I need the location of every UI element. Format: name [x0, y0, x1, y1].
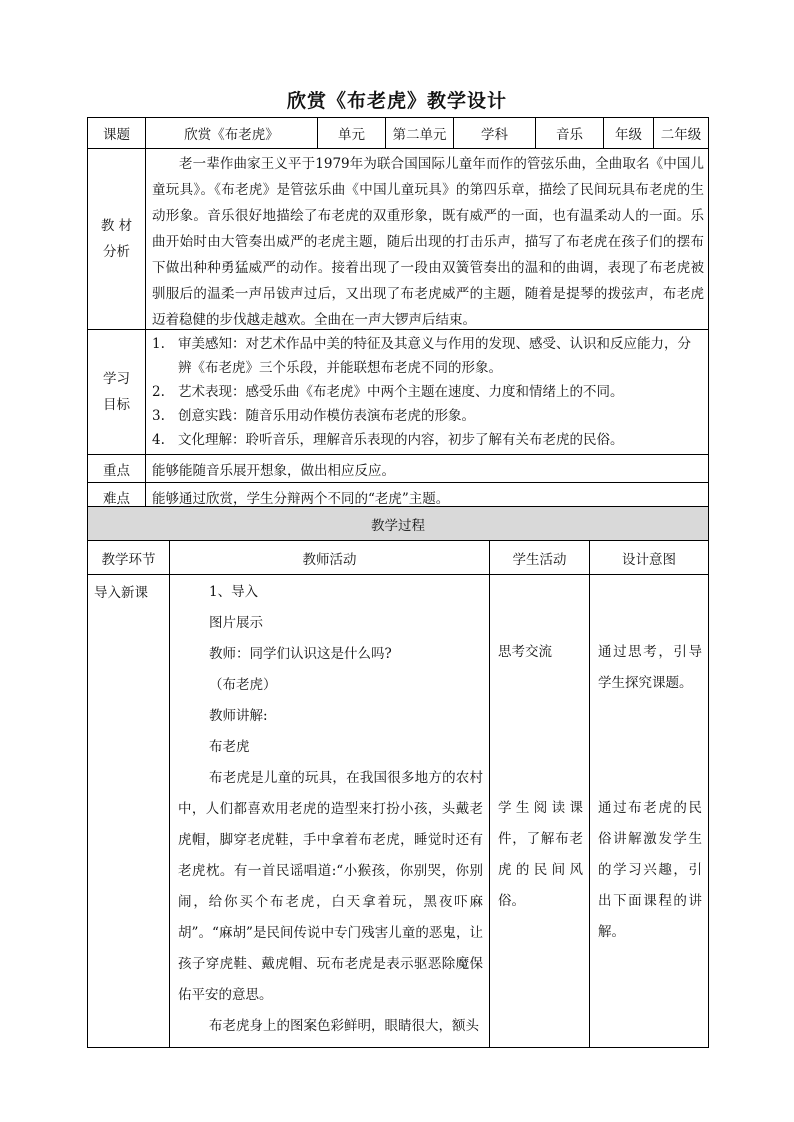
analysis-label-line1: 教 材: [100, 218, 133, 234]
goals-row: [88, 330, 709, 455]
goal-number: 4.: [152, 432, 165, 448]
design-intent-1: 通过思考，引导学生探究课题。: [598, 644, 702, 691]
design-intent: [590, 575, 708, 1043]
teacher-line: 布老虎: [209, 739, 250, 755]
col-student-header: 学生活动: [490, 541, 590, 575]
goal-text: 文化理解：聆听音乐，理解音乐表现的内容，初步了解有关布老虎的民俗。: [178, 432, 624, 448]
teacher-line: 教师讲解:: [209, 708, 268, 724]
stage-cell: [88, 575, 170, 1048]
goal-number: 1.: [152, 336, 165, 352]
subject-label: 学科: [454, 118, 536, 149]
goals-label-line1: 学习: [103, 371, 130, 387]
teacher-paragraph: 布老虎身上的图案色彩鲜明，眼睛很大，额头: [209, 1018, 480, 1034]
analysis-text: 老一辈作曲家王义平于1979年为联合国国际儿童年而作的管弦乐曲，全曲取名《中国儿童玩具》。《布老虎》是管弦乐曲《中国儿童玩具》的第四乐章，描绘了民间玩具布老虎的生动形象。音乐很好地描绘了布老虎的双重形象，既有威严的一面，也有温柔动人的一面。乐曲开始时由大管奏出威严的老虎主题，随后出现的打击乐声，描写了布老虎在孩子们的摆布下做出种种勇猛威严的动作。接着出现了一段由双簧管奏出的温和的曲调，表现了布老虎被驯服后的温柔一声吊钹声过后，又出现了布老虎威严的主题，随着是提琴的拨弦声，布老虎迈着稳健的步伐越走越欢。全曲在一声大锣声后结束。: [152, 156, 704, 328]
goals-label-line2: 目标: [103, 397, 130, 413]
topic-value: 欣赏《布老虎》: [146, 118, 318, 149]
topic-label: 课题: [88, 118, 146, 149]
teaching-process-table: [87, 506, 709, 1048]
goals-cell: [146, 330, 709, 455]
goal-item: [152, 428, 702, 452]
col-teacher-header: 教师活动: [170, 541, 490, 575]
design-intent-2: 通过布老虎的民俗讲解激发学生的学习兴趣，引出下面课程的讲解。: [598, 800, 702, 940]
goal-text: 审美感知：对艺术作品中美的特征及其意义与作用的发现、感受、认识和反应能力，分辨《布老虎》三个乐段，并能联想布老虎不同的形象。: [178, 336, 691, 376]
teacher-line: 1、导入: [209, 584, 259, 600]
student-activity-2: 学生阅读课件，了解布老虎的民间风俗。: [498, 800, 583, 909]
process-column-headers: [88, 541, 709, 575]
key-point-row: [88, 455, 709, 483]
grade-value: 二年级: [654, 118, 709, 149]
analysis-cell: [146, 149, 709, 330]
goal-text: 创意实践：随音乐用动作模仿表演布老虎的形象。: [178, 408, 475, 424]
difficulty-label: 难点: [88, 483, 146, 511]
difficulty-text: 能够通过欣赏，学生分辩两个不同的“老虎”主题。: [146, 483, 709, 511]
analysis-label-line2: 分析: [103, 244, 130, 260]
lesson-info-table: [87, 117, 709, 511]
analysis-label: [88, 149, 146, 330]
unit-label: 单元: [318, 118, 386, 149]
subject-value: 音乐: [536, 118, 604, 149]
page-title: 欣赏《布老虎》教学设计: [286, 90, 507, 112]
goal-text: 艺术表现：感受乐曲《布老虎》中两个主题在速度、力度和情绪上的不同。: [178, 384, 624, 400]
analysis-row: [88, 149, 709, 330]
info-row: [88, 118, 709, 149]
student-activity-cell: [490, 575, 590, 1048]
goals-label: [88, 330, 146, 455]
teacher-activity-cell: [170, 575, 490, 1048]
goal-number: 3.: [152, 408, 165, 424]
process-header: 教学过程: [88, 507, 709, 541]
goal-item: [152, 404, 702, 428]
teacher-paragraph: 布老虎是儿童的玩具，在我国很多地方的农村中，人们都喜欢用老虎的造型来打扮小孩，头戴老虎帽，脚穿老虎鞋，手中拿着布老虎，睡觉时还有老虎枕。有一首民谣唱道:“小猴孩，你别哭，你别闹，给你买个布老虎，白天拿着玩，黑夜吓麻胡”。“麻胡”是民间传说中专门残害儿童的恶鬼，让孩子穿虎鞋、戴虎帽、玩布老虎是表示驱恶除魔保佑平安的意思。: [178, 770, 483, 1003]
grade-label: 年级: [604, 118, 654, 149]
goal-item: [152, 380, 702, 404]
col-intent-header: 设计意图: [590, 541, 709, 575]
student-activity: [490, 575, 589, 1043]
goal-number: 2.: [152, 384, 165, 400]
teacher-line: 图片展示: [209, 615, 264, 631]
student-activity-1: 思考交流: [498, 644, 552, 660]
process-header-row: [88, 507, 709, 541]
key-point-text: 能够能随音乐展开想象，做出相应反应。: [146, 455, 709, 483]
teacher-line: 教师：同学们认识这是什么吗?: [209, 646, 392, 662]
col-stage-header: 教学环节: [88, 541, 170, 575]
process-content-row: [88, 575, 709, 1048]
teacher-line: （布老虎）: [209, 677, 277, 693]
goal-item: [152, 332, 702, 380]
unit-value: 第二单元: [386, 118, 454, 149]
stage-name: 导入新课: [94, 585, 148, 601]
goals-list: [146, 330, 708, 454]
design-intent-cell: [590, 575, 709, 1048]
teacher-activity: [170, 575, 489, 1047]
key-point-label: 重点: [88, 455, 146, 483]
